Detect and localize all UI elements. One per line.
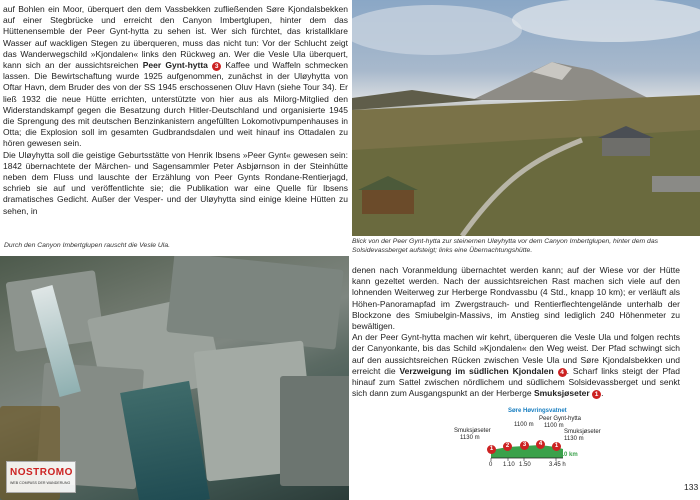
profile-badge-1-end: 1	[552, 442, 561, 451]
mountain-hut-photo	[352, 0, 700, 236]
right-paragraph-2: An der Peer Gynt-hytta machen wir kehrt, überqueren die Vesle Ula und folgen rechts der Canyonkante, bis das Schild »Kjondalen« den Weg weist. Der Pfad schwingt sich auf den aussichtsreichen Rücken zwischen Vesle Ula und Søre Kjondalsbekken und erreicht die Verzweigung im südlichen Kjondalen 4 . Scharf links steigt der Pfad hinauf zum Sattel zwischen nördlichem und südlichem Solsidevassberget und senkt sich dann zum Ausgangspunkt an der Herberge Smuksjøseter 1 .	[352, 332, 680, 399]
nostromo-logo: NOSTROMO WEB COMPASS DER WANDERUNG	[6, 461, 76, 493]
profile-alt-sore: 1100 m	[514, 422, 534, 428]
profile-label-sore: Søre Høvringsvatnet	[508, 408, 567, 414]
hut-photo-caption: Blick von der Peer Gynt-hytta zur steinernen Uløyhytta vor dem Canyon Imbertglupen, hinter dem das Solsidevassberget aufsteigt; links eine Übernachtungshütte.	[352, 238, 659, 254]
profile-label-smuk-right: Smuksjøseter	[564, 429, 601, 435]
elevation-profile	[454, 408, 601, 476]
smuksjoseter-name: Smuksjøseter	[533, 388, 590, 399]
verzweigung-name: Verzweigung im südlichen Kjondalen	[399, 365, 554, 376]
canyon-photo-caption: Durch den Canyon Imbertglupen rauscht die Vesle Ula.	[4, 242, 170, 249]
profile-label-smuk-left: Smuksjøseter	[454, 428, 491, 434]
waypoint-badge-1: 1	[592, 390, 601, 399]
waypoint-badge-3: 3	[212, 62, 221, 71]
left-paragraph-2: Die Uløyhytta soll die geistige Geburtsstätte von Henrik Ibsens »Peer Gynt« gewesen sein: 1842 übernachtete der Märchen- und Sagensammler Peter Asbjørnson in der Steinhütte neben dem Fluss und lauschte der Erzählung von Peer Gynts Rondane-Rentierjagd, schrieb sie auf und veröffentlichte sie; die Publikation war eine Quelle für Ibsens dramatisches Gedicht. Außer der Vesper- und der Uløyhytta sind einige kleine Hütten zu sehen, in	[3, 149, 348, 216]
profile-distance: 8.0 km	[559, 452, 578, 458]
right-column-text	[352, 265, 680, 399]
profile-tick-1: 1.10	[503, 462, 515, 468]
waypoint-badge-4: 4	[558, 368, 567, 377]
profile-tick-3: 3.45 h	[549, 462, 566, 468]
profile-badge-1-start: 1	[487, 445, 496, 454]
peer-gynt-hytta-name: Peer Gynt-hytta	[142, 60, 208, 71]
profile-badge-4: 4	[536, 440, 545, 449]
profile-badge-3: 3	[520, 441, 529, 450]
left-column-text	[3, 4, 348, 217]
profile-tick-2: 1.50	[519, 462, 531, 468]
profile-label-peer-gynt: Peer Gynt-hytta	[539, 416, 582, 422]
profile-alt-smuk-right: 1130 m	[564, 436, 584, 442]
profile-tick-0: 0	[489, 462, 493, 468]
mountain-landscape-illustration	[352, 0, 700, 236]
right-paragraph-1: denen nach Voranmeldung übernachtet werden kann; auf der Wiese vor der Hütte kann gezeltet werden. Nach der aussichtsreichen Rast machen sich viele auf den lohnenden Weiterweg zur Herberge Rondvassbu (4 Std., knapp 10 km); er verläuft als Höhen-Panoramapfad im Zwergstrauch- und Rentierflechtengelände unterhalb der Blockzone des Smiubelgin-Massivs, im Anstieg sind lediglich 240 Höhenmeter zu bewältigen.	[352, 265, 680, 332]
profile-alt-peer-gynt: 1100 m	[544, 423, 564, 429]
profile-alt-smuk-left: 1130 m	[460, 435, 480, 441]
profile-badge-2: 2	[503, 442, 512, 451]
left-paragraph-1: auf Bohlen ein Moor, überquert den dem Vassbekken zufließenden Søre Kjondalsbekken auf einer Stegbrücke und erreicht den Canyon Imbertglupen, hinter dem das Hüttenensemble der Peer Gynt-hytta zu sehen ist. Wer sich fürchtet, das kristallklare Wasser auf wackligen Stegen zu überqueren, muss das nicht tun: Vor der Schlucht zeigt das Wanderwegschild »Kjondalen« links den Rückweg an. Wer die Vesle Ula überquert, kann sich an der aussichtsreichen Peer Gynt-hytta 3 Kaffee und Waffeln schmecken lassen. Die Bewirtschaftung wurde 1925 aufgenommen, zunächst in der Uløyhytta von Oftar Havn, dem Bruder des von der SS 1945 erschossenen Oluv Havn (siehe Tour 34). Er ließ 1932 die neue Hütte errichten, unterstützte von hier aus als Milorg-Mitglied den Widerstandskampf gegen die Besatzung durch Hitler-Deutschland und organisierte 1945 die Sprengung des mit deutschen Benzinkanistern angefüllten Lokomotivpumpenhauses in Otta; die Explosion soll im gesamten Gudbrandsdalen und weit hinauf ins Ottadalen zu hören gewesen sein.	[3, 4, 348, 149]
page-number: 133	[684, 482, 699, 492]
